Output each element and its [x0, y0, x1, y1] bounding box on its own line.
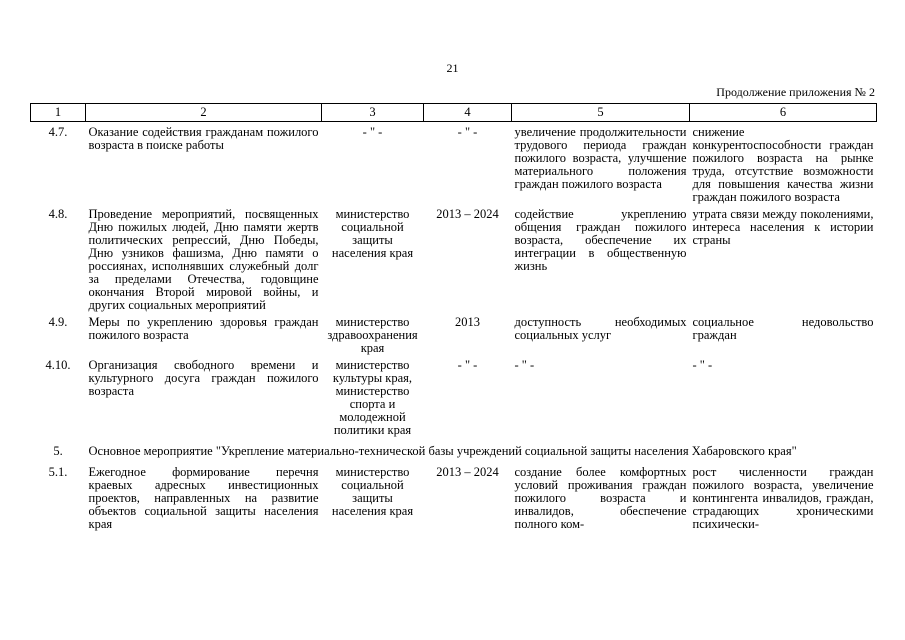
consequence-cell: социальное недовольство граждан [692, 315, 874, 342]
period-cell: 2013 – 2024 [436, 207, 499, 221]
result-cell: доступность необходимых социальных услуг [514, 315, 687, 342]
column-header: 2 [86, 104, 322, 122]
executor-cell: министерство социальной защиты населения края [331, 207, 414, 260]
row-number: 5.1. [48, 465, 68, 479]
executor-cell: министерство социальной защиты населения края [331, 465, 414, 518]
continuation-label: Продолжение приложения № 2 [716, 85, 875, 99]
column-header: 4 [424, 104, 512, 122]
period-cell: 2013 – 2024 [436, 465, 499, 479]
column-header: 5 [512, 104, 690, 122]
measures-table [30, 103, 877, 531]
table-header-row [31, 104, 877, 122]
row-number: 4.10. [45, 358, 71, 372]
row-number: 4.7. [48, 125, 68, 139]
row-number: 4.8. [48, 207, 68, 221]
result-cell: увеличение продолжительности трудового периода граждан пожилого возраста, улучшение материального положения граждан пожилого возраста [514, 125, 687, 191]
table-row [31, 208, 877, 312]
consequence-cell: снижение конкурентоспособности граждан пожилого возраста на рынке труда, отсутствие возможности для повышения качества жизни граждан пожилого возраста [692, 125, 874, 204]
result-cell: создание более комфортных условий проживания граждан пожилого возраста и инвалидов, обеспечение полного ком- [514, 465, 687, 531]
result-cell: - " - [514, 358, 535, 372]
consequence-cell: утрата связи между поколениями, интереса населения к истории страны [692, 207, 874, 247]
section-title: Основное мероприятие "Укрепление материально-технической базы учреждений социальной защиты населения Хабаровского края" [88, 444, 797, 458]
consequence-cell: - " - [692, 358, 713, 372]
column-header: 3 [322, 104, 424, 122]
executor-cell: - " - [362, 125, 383, 139]
result-cell: содействие укреплению общения граждан пожилого возраста, обеспечение их интеграции в общественную жизнь [514, 207, 687, 273]
section-number: 5. [53, 444, 63, 458]
measure-cell: Ежегодное формирование перечня краевых адресных инвестиционных проектов, направленных на развитие объектов социальной защиты населения края [88, 465, 319, 531]
row-number: 4.9. [48, 315, 68, 329]
measure-cell: Организация свободного времени и культурного досуга граждан пожилого возраста [88, 358, 319, 398]
executor-cell: министерство здравоохранения края [327, 315, 418, 355]
period-cell: - " - [457, 125, 478, 139]
table-row [31, 466, 877, 531]
column-header: 6 [690, 104, 877, 122]
table-row [31, 126, 877, 204]
measure-cell: Оказание содействия гражданам пожилого возраста в поиске работы [88, 125, 319, 152]
consequence-cell: рост численности граждан пожилого возраста, увеличение контингента инвалидов, граждан, страдающих хроническими психически- [692, 465, 874, 531]
page-number: 21 [446, 61, 459, 75]
table-row [31, 359, 877, 437]
period-cell: - " - [457, 358, 478, 372]
table-row [31, 316, 877, 355]
period-cell: 2013 [455, 315, 480, 329]
measure-cell: Проведение мероприятий, посвященных Дню пожилых людей, Дню памяти жертв политических репрессий, Дню Победы, Дню узников фашизма, Дню памяти о россиянах, исполнявших служебный долг за пределами Отечества, годовщине окончания Второй мировой войны, и других социальных мероприятий [88, 207, 319, 312]
executor-cell: министерство культуры края, министерство спорта и молодежной политики края [332, 358, 413, 437]
measure-cell: Меры по укреплению здоровья граждан пожилого возраста [88, 315, 319, 342]
column-header: 1 [31, 104, 86, 122]
section-row [31, 445, 877, 458]
